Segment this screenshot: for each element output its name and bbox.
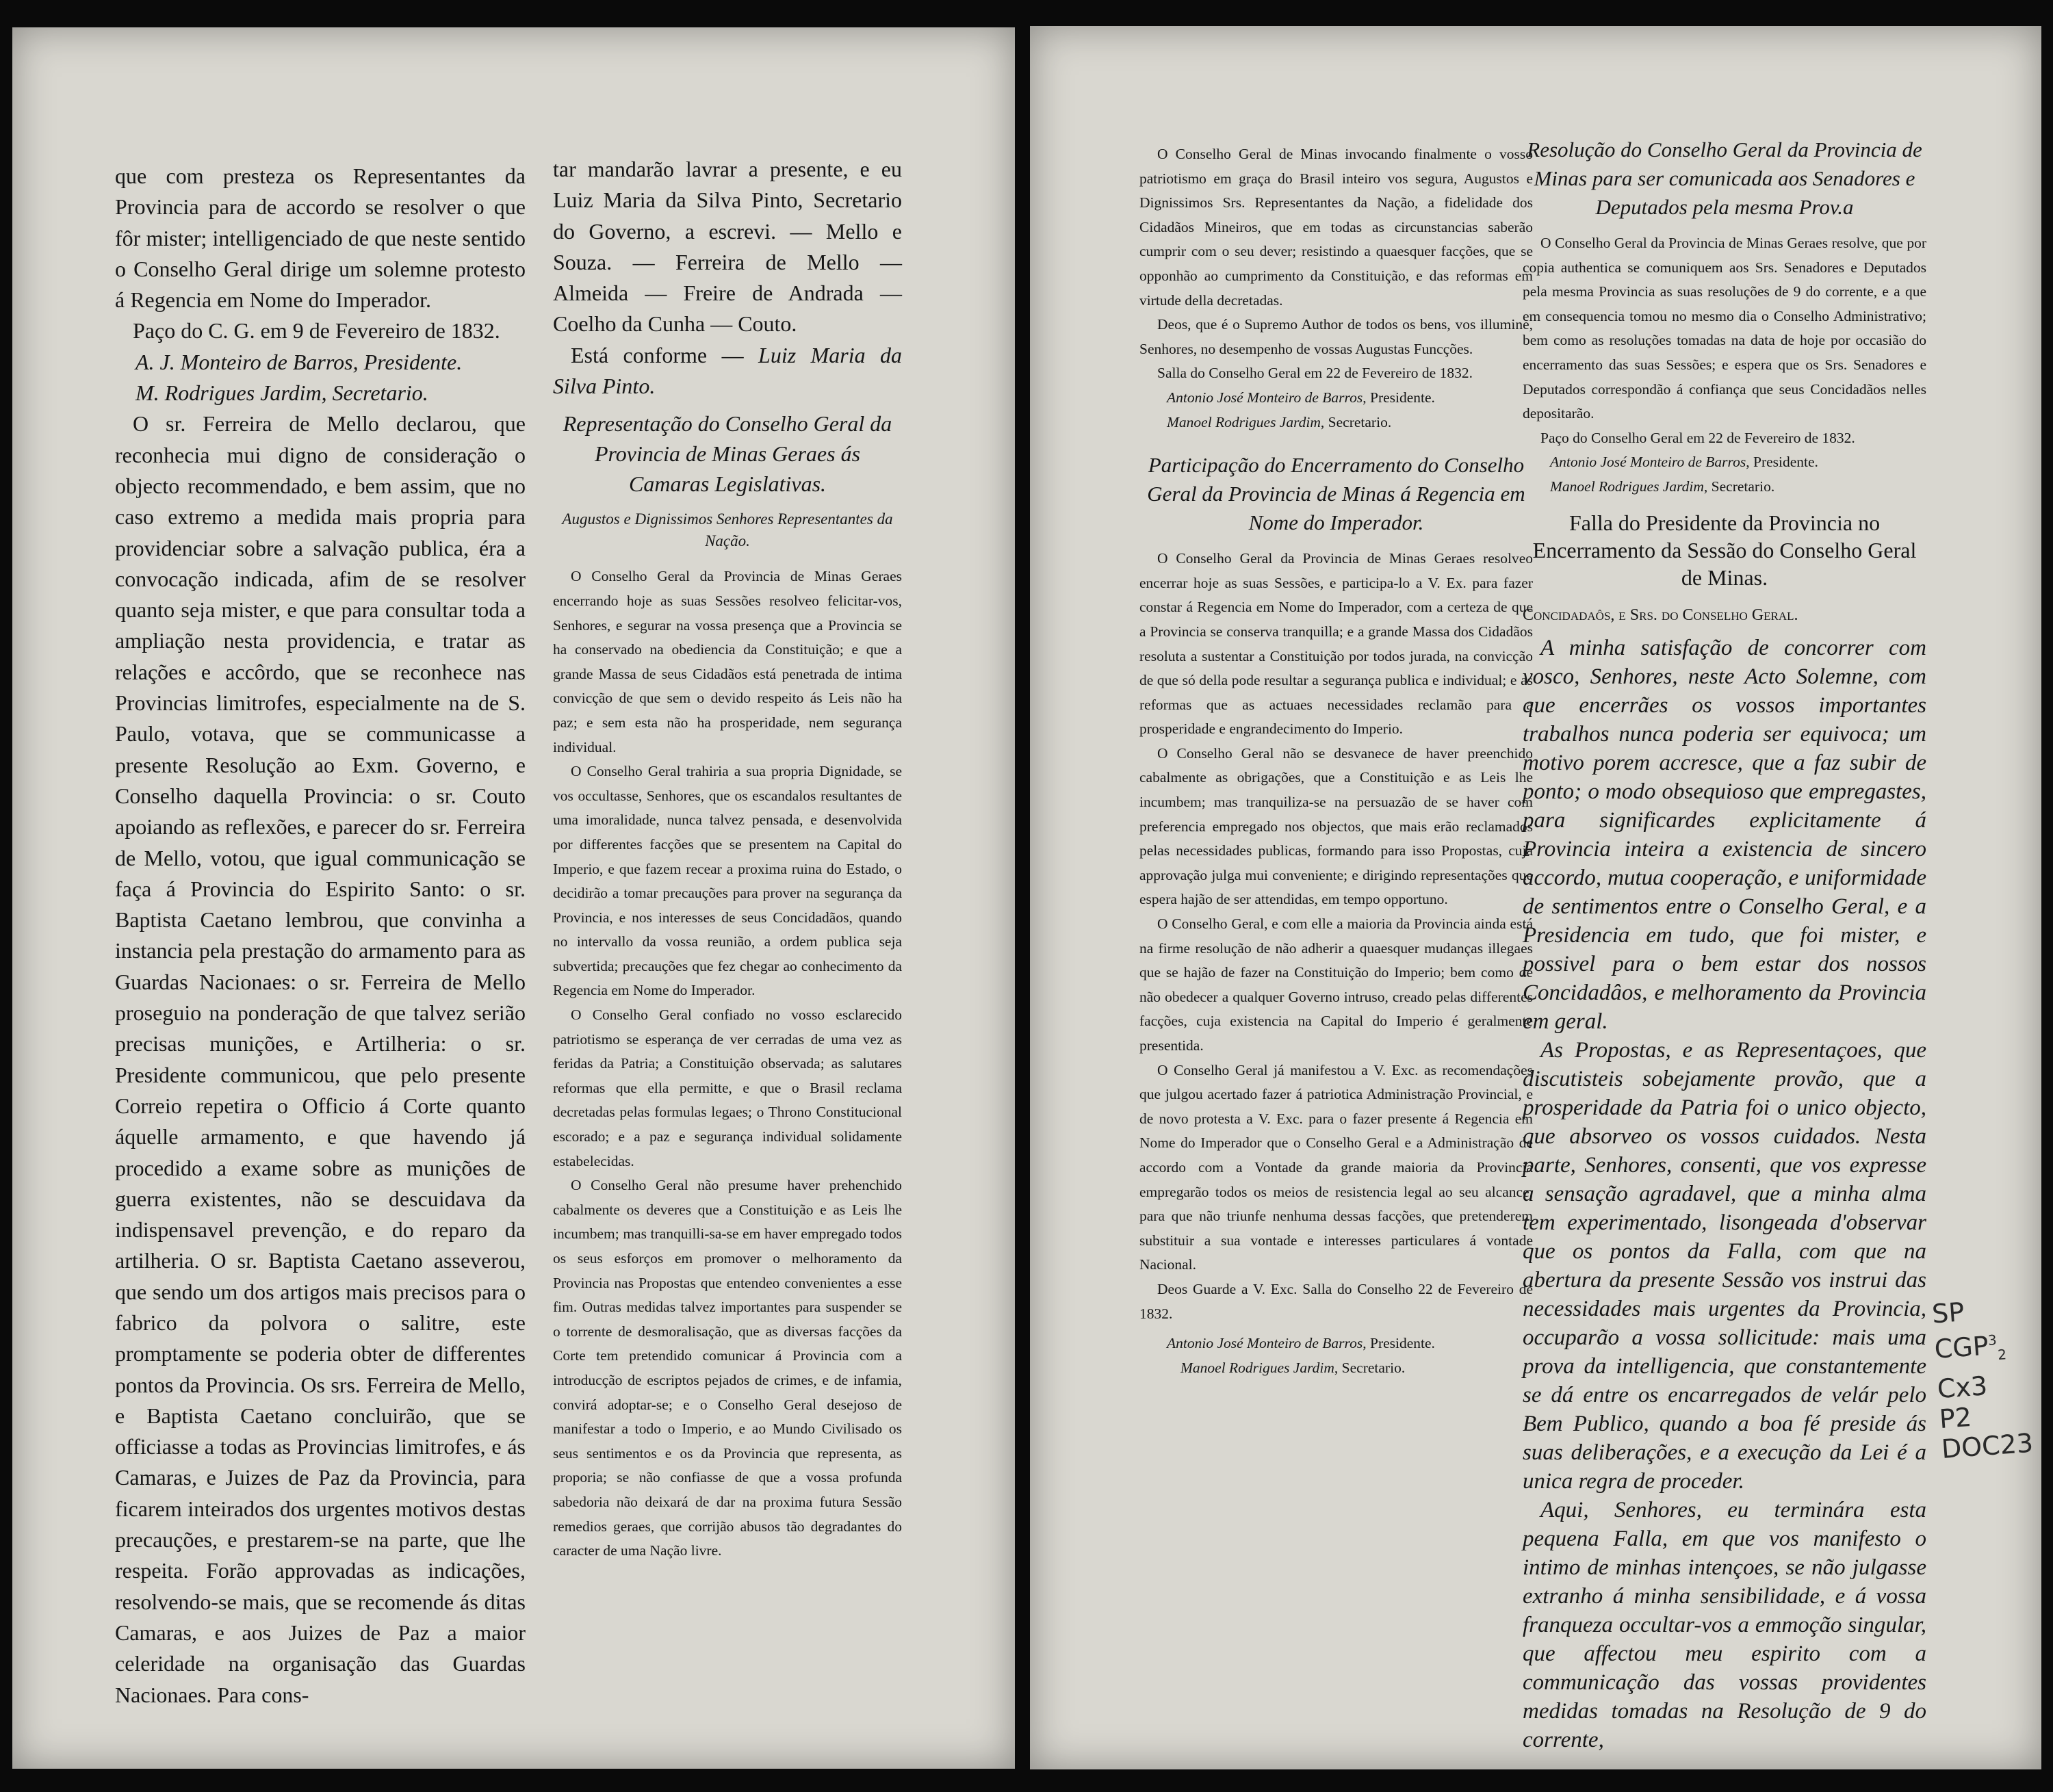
hand-line: Cx3	[1936, 1371, 1989, 1405]
signature-president: A. J. Monteiro de Barros, Presidente.	[135, 349, 463, 374]
paragraph: O sr. Ferreira de Mello declarou, que reconhecia mui digno de consideração o objecto recommendado, e bem assim, que no caso extremo a medida mais propria para providenciar sobre a salvação publica, éra a convocação indicada, afim de se resolver quanto seja mister, e que para consultar toda a ampliação nesta providencia, e tratar as relações e accôrdo, que se reconhece nas Provincias limitrofes, especialmente na de S. Paulo, votava, que se communicasse a presente Resolução ao Exm. Governo, e Conselho daquella Provincia: o sr. Couto apoiando as reflexões, e parecer do sr. Ferreira de Mello, votou, que igual communicação se faça á Provincia do Espirito Santo: o sr. Baptista Caetano lembrou, que convinha a instancia pela prestação do armamento para as Guardas Nacionaes: o sr. Ferreira de Mello proseguio na ponderação de que talvez serião precisas munições, e Artilheria: o sr. Presidente communicou, que pelo presente Correio repetira o Officio á Corte quanto áquelle armamento, e que havendo já procedido a exame sobre as munições de guerra existentes, não se descuidava da indispensavel prevenção, e do reparo da artilheria. O sr. Baptista Caetano asseverou, que sendo um dos artigos mais precisos para o fabrico da polvora o salitre, este promptamente se poderia obter de differentes pontos da Provincia. Os srs. Ferreira de Mello, e Baptista Caetano concluirão, que se officiasse a todas as Provincias limitrofes, e ás Camaras, e Juizes de Paz da Provincia, para ficarem inteirados dos urgentes motivos destas precauções, e prestarem-se na parte, que lhe respeita. Forão approvadas as indicações, resolvendo-se mais, que se recomende ás ditas Camaras, e aos Juizes de Paz a maior celeridade na organisação das Guardas Nacionaes. Para cons-	[115, 411, 526, 1707]
signature-secretary: M. Rodrigues Jardim, Secretario.	[135, 380, 428, 406]
paragraph: O Conselho Geral não se desvanece de haver preenchido cabalmente as obrigações, que a Constituição e as Leis lhe incumbem; mas tranquiliza-se na persuazão de se haver com preferencia empregado nos objectos, que mais erão reclamados pelas necessidades publicas, formando para isso Propostas, cuja approvação julga mui conveniente; e dirigindo representações que espera hajão de ser attendidas, em tempo opportuno.	[1139, 744, 1533, 908]
section-heading: Participação do Encerramento do Conselho Geral da Provincia de Minas á Regencia em Nome do Imperador.	[1147, 453, 1525, 535]
paragraph: O Conselho Geral trahiria a sua propria Dignidade, se vos occultasse, Senhores, que os escandalos resultantes de uma imoralidade, nunca talvez pensada, e desenvolvida por differentes facções que se presentem na Capital do Imperio, e que fazem recear a proxima ruina do Estado, o decidirão a tomar precauções para prover na segurança da Provincia, e nos interesses de seus Concidadãos, quando no intervallo da vossa reunião, a ordem publica seja subvertida; precauções que fez chegar ao conhecimento da Regencia em Nome do Imperador.	[553, 763, 902, 999]
paragraph: que com presteza os Representantes da Provincia para de accordo se resolver o que fôr mister; intelligenciado de que neste sentido o Conselho Geral dirige um solemne protesto á Regencia em Nome do Imperador.	[115, 164, 526, 313]
paragraph: As Propostas, e as Representaçoes, que discutisteis sobejamente provão, que a prosperidade da Patria foi o unico objecto, que absorveo os vossos cuidados. Nesta parte, Senhores, consenti, que vos expresse a sensação agradavel, que a minha alma tem experimentado, lisongeada d'observar que os pontos da Falla, com que na abertura da presente Sessão vos instrui das necessidades mais urgentes da Provincia, occuparão a vossa sollicitude: mais uma prova da intelligencia, que constantemente se dá entre os encarregados de velár pelo Bem Publico, quando a boa fé preside ás suas deliberações, e a execução da Lei é a unica regra de proceder.	[1523, 1037, 1926, 1494]
sig-name: Antonio José Monteiro de Barros	[1550, 454, 1746, 471]
paragraph: O Conselho Geral não presume haver prehenchido cabalmente os deveres que a Constituição e as Leis lhe incumbem; mas tranquilli-sa-se em haver empregado todos os seus esforços em promover o melhoramento da Provincia nas Propostas que entendeo convenientes a esse fim. Outras medidas talvez importantes para suspender se o torrente de desmoralisação, que as diversas facções da Corte tem pretendido comunicar á Provincia com a introducção de escriptos pejados de crimes, e de infamia, convirá adoptar-se; e o Conselho Geral desejoso de manifestar a todo o Imperio, e ao Mundo Civilisado os seus sentimentos e os da Provincia que representa, as proporia; se não confiasse de que a vossa profunda sabedoria não deixará de dar na proxima futura Sessão remedios geraes, que corrijão abusos tão degradantes do caracter de uma Nação livre.	[553, 1177, 902, 1559]
paragraph: Deos, que é o Supremo Author de todos os bens, vos illumine, Senhores, no desempenho de vossas Augustas Funcções.	[1139, 316, 1533, 357]
conforme-label: Está conforme —	[571, 342, 744, 367]
paragraph: O Conselho Geral de Minas invocando finalmente o vosso patriotismo em graça do Brasil inteiro vos segura, Augustos e Dignissimos Srs. Representantes da Nação, a fidelidade dos Cidadãos Mineiros, que em todas as circunstancias saberão cumprir com o seu dever; resistindo a quaesquer facções, que se opponhão ao cumprimento da Constituição, e das reformas em virtude della decretadas.	[1139, 146, 1533, 309]
paragraph: O Conselho Geral confiado no vosso esclarecido patriotismo se esperança de ver cerradas de uma vez as feridas da Patria; a Constituição observada; as salutares reformas que ella permitte, e que o Brasil reclama decretadas pelas formulas legaes; o Throno Constitucional escorado; e a paz e segurança individual solidamente estabelecidas.	[553, 1007, 902, 1169]
signature-president	[1523, 450, 1926, 475]
paragraph: O Conselho Geral da Provincia de Minas Geraes encerrando hoje as suas Sessões resolveo felicitar-vos, Senhores, e segurar na vossa presença que a Provincia se ha conservado na obediencia da Constituição; e que a grande Massa de seus Cidadãos está penetrada de intima convicção de que sem o devido respeito ás Leis não ha paz; e sem esta não ha prosperidade, nem segurança individual.	[553, 568, 902, 755]
sig-name: Manoel Rodrigues Jardim	[1180, 1359, 1334, 1376]
hand-line: $CGP^3_2$	[1933, 1330, 2007, 1364]
paragraph: tar mandarão lavrar a presente, e eu Luiz Maria da Silva Pinto, Secretario do Governo, a escrevi. — Mello e Souza. — Ferreira de Mello — Almeida — Freire de Andrada — Coelho da Cunha — Couto.	[553, 157, 902, 337]
paragraph: A minha satisfação de concorrer com vosco, Senhores, neste Acto Solemne, com que encerrães os vossos importantes trabalhos nunca poderia ser equivoca; um motivo porem accresce, que a faz subir de ponto; o modo obsequioso que empregastes, para significardes explicitamente á Provincia inteira a existencia de sincero accordo, mutua cooperação, e uniformidade de sentimentos entre o Conselho Geral, e a Presidencia em tudo, que foi mister, e possivel para o bem estar dos nossos Concidadâos, e melhoramento da Provincia em geral.	[1523, 635, 1926, 1034]
hand-line: DOC23	[1940, 1427, 2035, 1465]
address-line: Concidadaôs, e Srs. do Conselho Geral.	[1523, 606, 1798, 624]
sig-role: , Presidente.	[1363, 389, 1435, 406]
dateline: Salla do Conselho Geral em 22 de Fevereiro de 1832.	[1157, 365, 1473, 382]
paragraph: Deos Guarde a V. Exc. Salla do Conselho 22 de Fevereiro de 1832.	[1139, 1280, 1533, 1322]
conforme-line	[553, 340, 902, 402]
sig-name: Antonio José Monteiro de Barros	[1167, 389, 1363, 406]
sig-role: , Secretario.	[1703, 478, 1775, 495]
left-column-2	[553, 154, 902, 1563]
signature-secretary	[1139, 1356, 1533, 1381]
sig-role: , Presidente.	[1746, 454, 1818, 471]
salutation: Augustos e Dignissimos Senhores Representantes da Nação.	[562, 510, 893, 550]
paragraph: O Conselho Geral da Provincia de Minas Geraes resolveo encerrar hoje as suas Sessões, e participa-lo a V. Ex. para fazer constar á Regencia em Nome do Imperador, com a certeza de que a Provincia se conserva tranquilla; e a grande Massa dos Cidadãos resoluta a sustentar a Constituição por todos jurada, na convicção de que só della pode resultar a segurança publica e individual; e as reformas que as actuaes necessidades reclamão para a prosperidade e engrandecimento do Imperio.	[1139, 550, 1533, 738]
section-heading: Resolução do Conselho Geral da Provincia de Minas para ser comunicada aos Senadores e Deputados pela mesma Prov.a	[1527, 138, 1922, 219]
signature-secretary	[1139, 411, 1533, 435]
right-page	[1030, 26, 2041, 1769]
section-heading: Falla do Presidente da Provincia no Encerramento da Sessão do Conselho Geral de Minas.	[1532, 510, 1917, 590]
section-heading: Representação do Conselho Geral da Provincia de Minas Geraes ás Camaras Legislativas.	[563, 411, 892, 497]
signature-president	[1139, 386, 1533, 411]
sig-role: , Presidente.	[1363, 1335, 1435, 1352]
paragraph: O Conselho Geral já manifestou a V. Exc. as recomendações que julgou acertado fazer á patriotica Administração Provincial, e de novo protesta a V. Exc. para o fazer presente á Regencia em Nome do Imperador que o Conselho Geral e a Administração de accordo com a Vontade da grande maioria da Provincia empregarão todos os meios de resistencia legal ao seu alcance, para que não triunfe nenhuma dessas facções, que pretenderem substituir a sua vontade e interesses particulares á vontade Nacional.	[1139, 1061, 1533, 1273]
sig-name: Antonio José Monteiro de Barros	[1167, 1335, 1363, 1352]
paragraph: Aqui, Senhores, eu terminára esta pequena Falla, em que vos manifesto o intimo de minhas intençoes, se não julgasse extranho á minha sensibilidade, e á vossa franqueza occultar-vos a emmoção singular, que affectou meu espirito com a communicação das vossas providentes medidas tomadas na Resolução de 9 do corrente,	[1523, 1497, 1926, 1752]
sig-name: Manoel Rodrigues Jardim	[1550, 478, 1704, 495]
left-column-1	[115, 161, 526, 1711]
right-column-2	[1523, 129, 1926, 1754]
conforme-name: Luiz Maria da Silva Pinto.	[553, 342, 903, 399]
handwritten-archive-note	[1931, 1292, 2041, 1464]
right-column-1	[1139, 142, 1533, 1380]
hand-line: P2	[1938, 1402, 1973, 1435]
sig-role: , Secretario.	[1334, 1359, 1406, 1376]
paragraph: O Conselho Geral da Provincia de Minas Geraes resolve, que por copia authentica se comuniquem aos Srs. Senadores e Deputados pela mesma Provincia as suas resoluções de 9 do corrente, e a que em consequencia tomou no mesmo dia o Conselho Administrativo; bem como as resoluções tomadas na data de hoje por occasião do encerramento das suas Sessões; e espera que os Srs. Senadores e Deputados correspondão á confiança que seus Concidadãos nelles depositarão.	[1523, 235, 1926, 422]
paragraph: O Conselho Geral, e com elle a maioria da Provincia ainda está na firme resolução de não adherir a quaesquer mudanças illegaes que se hajão de fazer na Constituição do Imperio; bem como de não obedecer a qualquer Governo intruso, creado pelas differentes facções, cuja existencia na Capital do Imperio é geralmente presentida.	[1139, 916, 1533, 1054]
signature-president	[1139, 1332, 1533, 1356]
sig-name: Manoel Rodrigues Jardim	[1167, 413, 1321, 430]
signature-secretary	[1523, 475, 1926, 499]
dateline: Paço do C. G. em 9 de Fevereiro de 1832.	[133, 318, 500, 343]
left-page	[12, 27, 1015, 1769]
hand-line: SP	[1931, 1297, 1965, 1329]
dateline: Paço do Conselho Geral em 22 de Fevereiro de 1832.	[1540, 429, 1855, 446]
sig-role: , Secretario.	[1320, 413, 1392, 430]
